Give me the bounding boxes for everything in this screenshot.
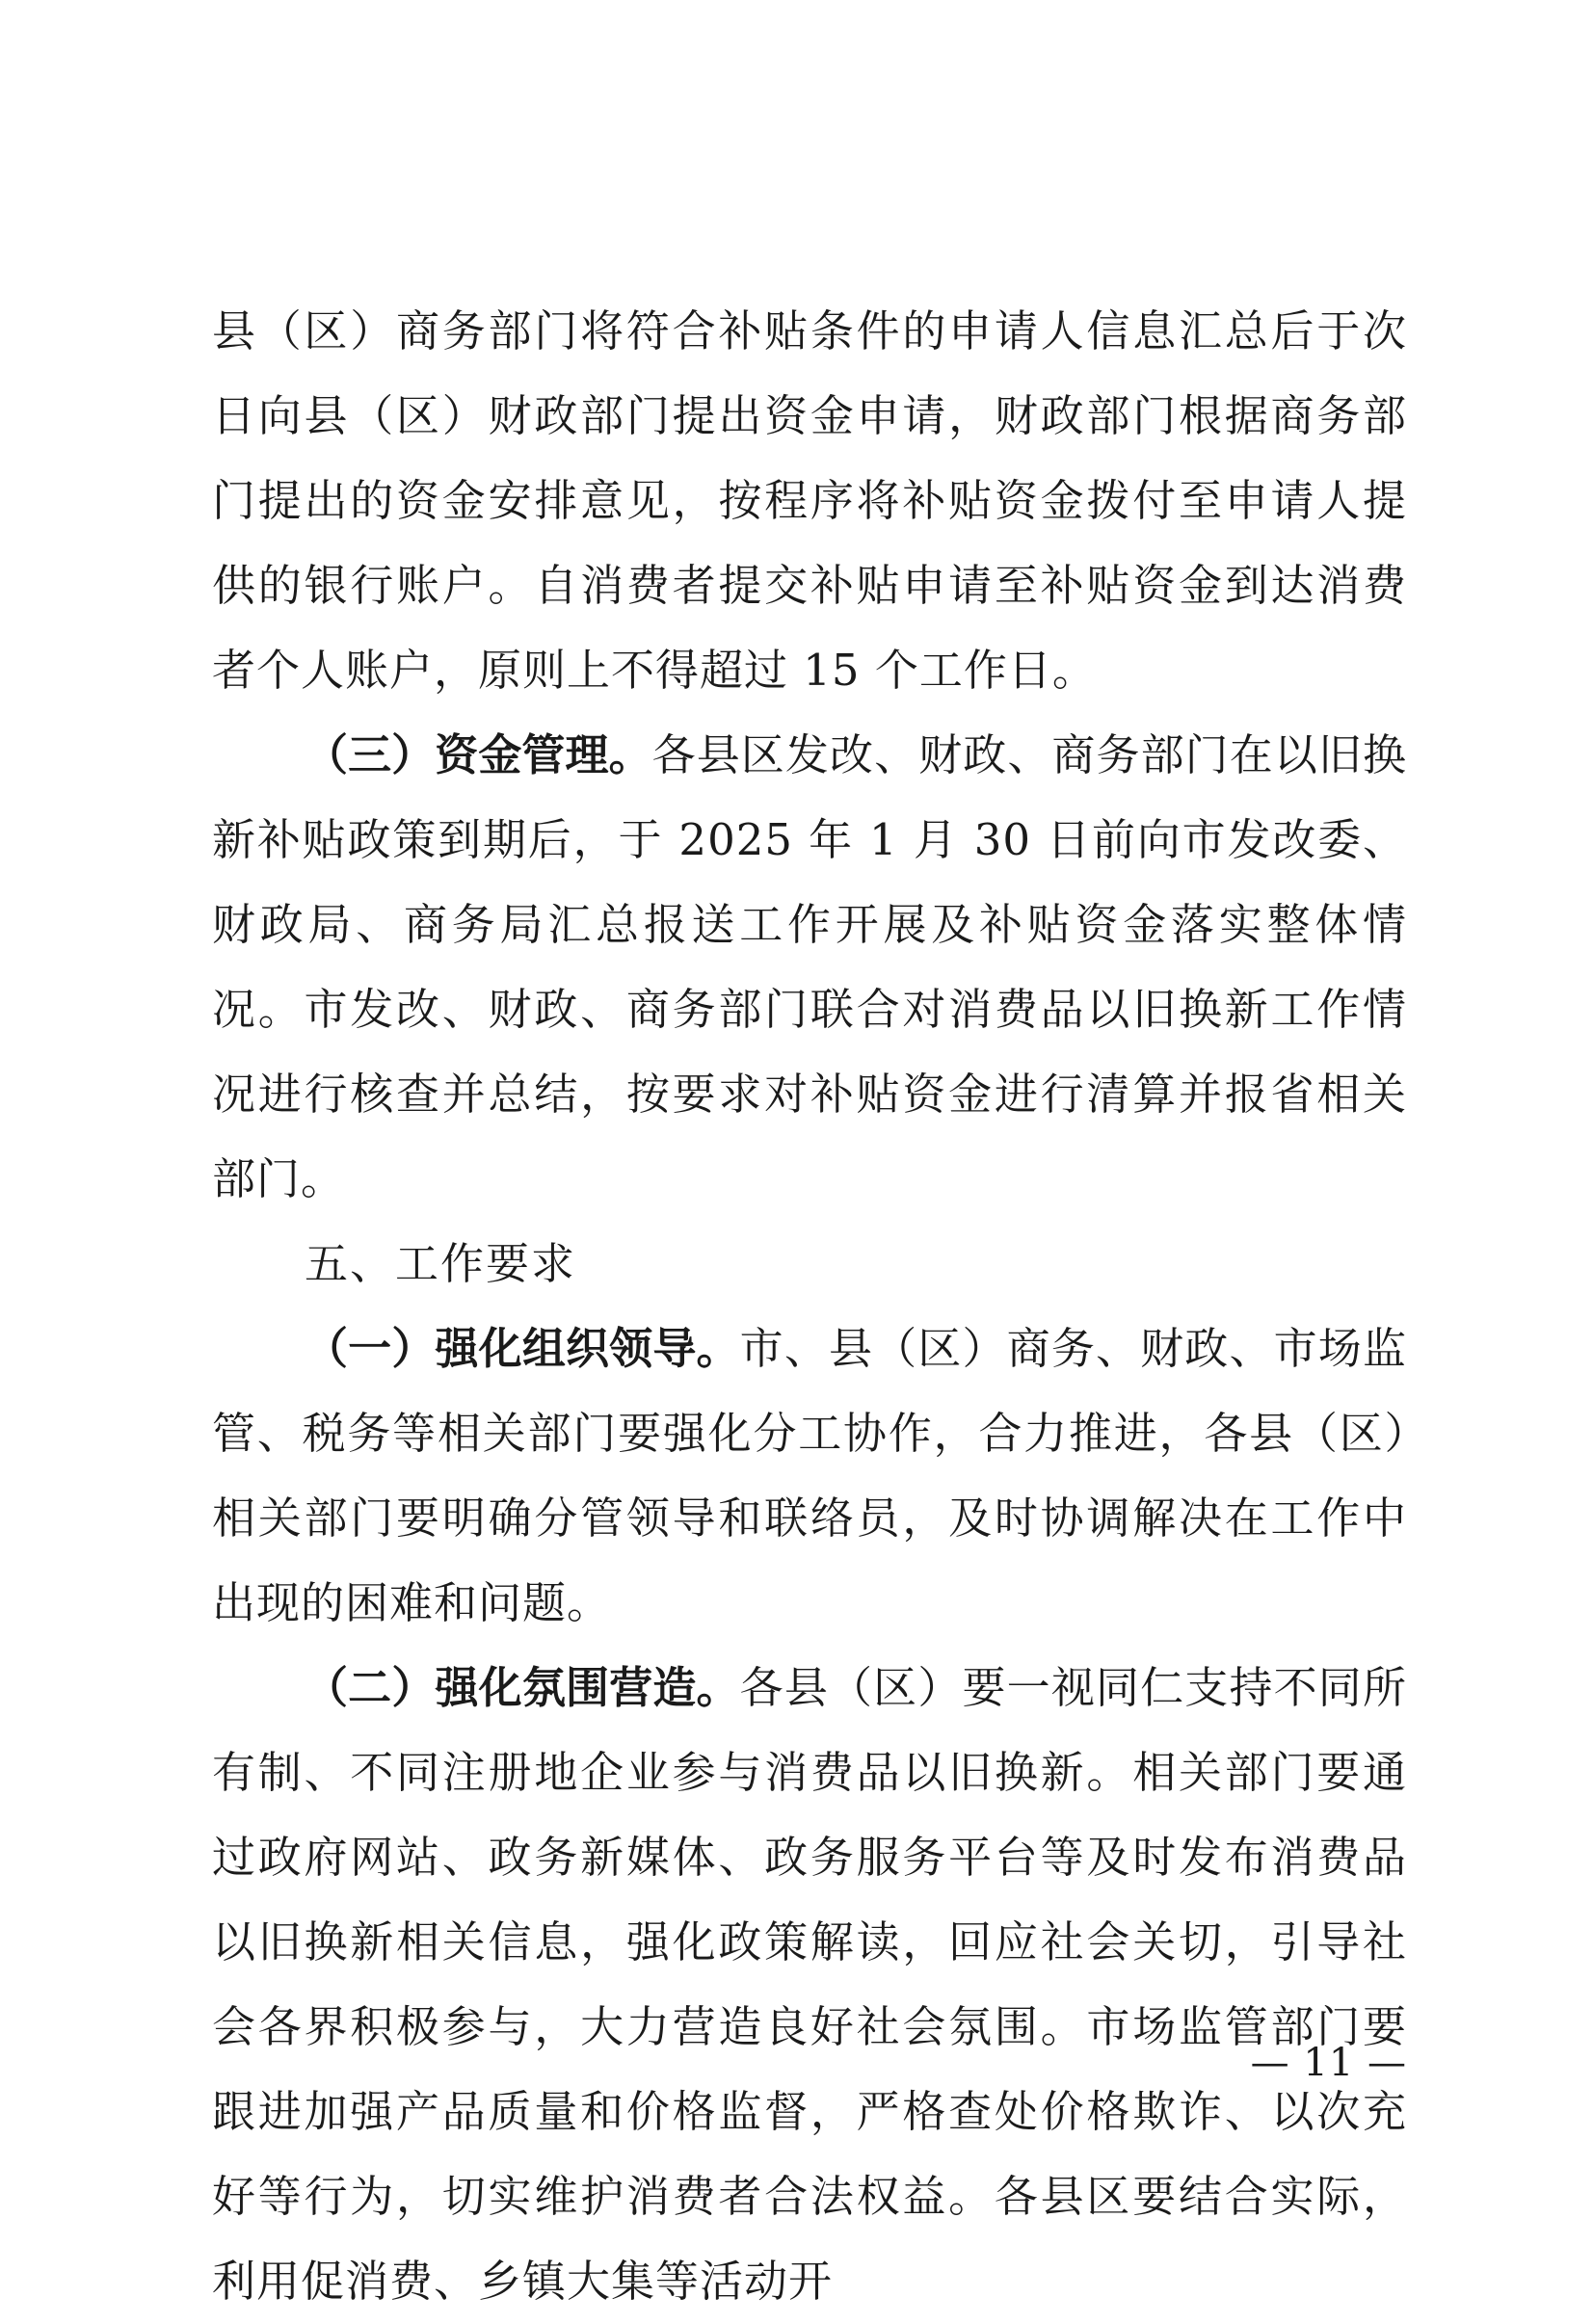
paragraph-fund-disbursement	[212, 289, 1407, 713]
document-body	[212, 289, 1407, 2324]
paragraph-text: 县（区）商务部门将符合补贴条件的申请人信息汇总后于次日向县（区）财政部门提出资金申请，财政部门根据商务部门提出的资金安排意见，按程序将补贴资金拨付至申请人提供的银行账户。自消费者提交补贴申请至补贴资金到达消费者个人账户，原则上不得超过 15 个工作日。	[212, 305, 1407, 696]
section-heading-work-requirements	[212, 1222, 1407, 1307]
paragraph-atmosphere-building	[212, 1646, 1407, 2324]
subsection-heading: （三）资金管理。	[305, 729, 652, 780]
paragraph-text: 各县（区）要一视同仁支持不同所有制、不同注册地企业参与消费品以旧换新。相关部门要通过政府网站、政务新媒体、政务服务平台等及时发布消费品以旧换新相关信息，强化政策解读，回应社会关切，引导社会各界积极参与，大力营造良好社会氛围。市场监管部门要跟进加强产品质量和价格监督，严格查处价格欺诈、以次充好等行为，切实维护消费者合法权益。各县区要结合实际，利用促消费、乡镇大集等活动开	[212, 1662, 1407, 2307]
paragraph-fund-management	[212, 713, 1407, 1222]
paragraph-organization-leadership	[212, 1307, 1407, 1646]
section-heading-text: 五、工作要求	[305, 1238, 577, 1289]
paragraph-text: 市、县（区）商务、财政、市场监管、税务等相关部门要强化分工协作，合力推进，各县（区）相关部门要明确分管领导和联络员，及时协调解决在工作中出现的困难和问题。	[212, 1323, 1407, 1628]
subsection-heading: （一）强化组织领导。	[305, 1323, 740, 1374]
subsection-heading: （二）强化氛围营造。	[305, 1662, 740, 1713]
paragraph-text: 各县区发改、财政、商务部门在以旧换新补贴政策到期后，于 2025 年 1 月 30 日前向市发改委、财政局、商务局汇总报送工作开展及补贴资金落实整体情况。市发改、财政、商务部门联合对消费品以旧换新工作情况进行核查并总结，按要求对补贴资金进行清算并报省相关部门。	[212, 729, 1407, 1204]
page-number: — 11 —	[1250, 2041, 1407, 2085]
